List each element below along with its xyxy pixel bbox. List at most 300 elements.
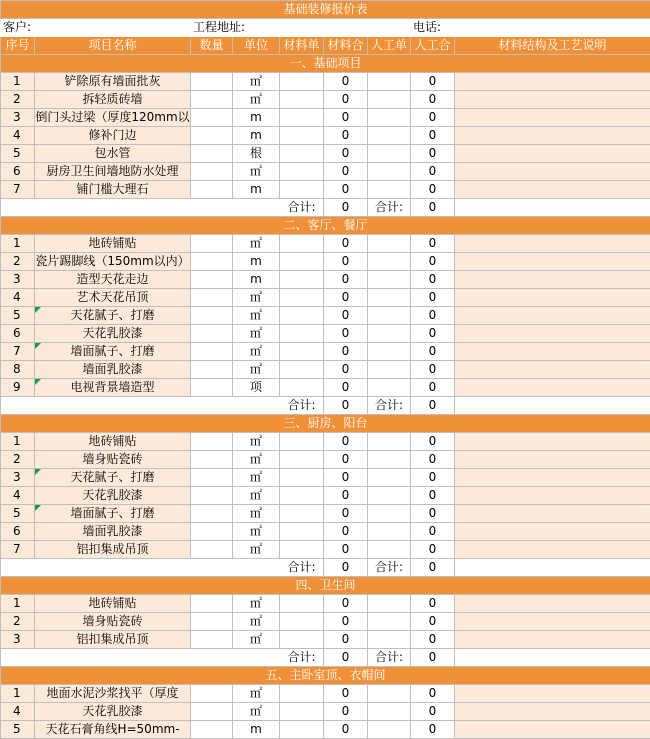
labor-total-cell[interactable]: 0: [411, 379, 455, 397]
quantity-cell[interactable]: [191, 613, 233, 631]
unit-cell[interactable]: 项: [233, 379, 280, 397]
item-name[interactable]: [35, 235, 191, 253]
notes-cell[interactable]: [455, 361, 650, 379]
unit-cell[interactable]: ㎡: [233, 469, 280, 487]
material-price-cell[interactable]: [280, 523, 324, 541]
material-price-cell[interactable]: [280, 307, 324, 325]
labor-total-cell[interactable]: 0: [411, 721, 455, 739]
quantity-cell[interactable]: [191, 379, 233, 397]
unit-cell[interactable]: ㎡: [233, 631, 280, 649]
labor-total-cell[interactable]: 0: [411, 91, 455, 109]
item-name-text: 铲除原有墙面批灰: [64, 74, 160, 88]
notes-cell[interactable]: [455, 109, 650, 127]
notes-cell[interactable]: [455, 271, 650, 289]
subtotal-material-value[interactable]: 0: [324, 199, 368, 217]
unit-cell[interactable]: ㎡: [233, 163, 280, 181]
material-price-cell[interactable]: [280, 235, 324, 253]
material-price-cell[interactable]: [280, 631, 324, 649]
quantity-cell[interactable]: [191, 235, 233, 253]
quantity-cell[interactable]: [191, 685, 233, 703]
labor-total-cell[interactable]: 0: [411, 487, 455, 505]
material-price-cell[interactable]: [280, 91, 324, 109]
item-number: 5: [1, 721, 35, 739]
labor-total-cell[interactable]: 0: [411, 505, 455, 523]
labor-total-cell[interactable]: 0: [411, 271, 455, 289]
item-name-text: 墙面腻子、打磨: [70, 506, 154, 520]
quantity-cell[interactable]: [191, 343, 233, 361]
item-number: 2: [1, 613, 35, 631]
customer-field[interactable]: [1, 19, 191, 37]
unit-cell[interactable]: ㎡: [233, 235, 280, 253]
quantity-cell[interactable]: [191, 127, 233, 145]
material-total-cell[interactable]: 0: [324, 127, 368, 145]
material-price-cell[interactable]: [280, 469, 324, 487]
subtotal-labor-value[interactable]: 0: [411, 649, 455, 667]
material-total-cell[interactable]: 0: [324, 109, 368, 127]
material-total-cell[interactable]: 0: [324, 433, 368, 451]
phone-field[interactable]: [411, 19, 650, 37]
item-name[interactable]: [35, 631, 191, 649]
labor-total-cell[interactable]: 0: [411, 631, 455, 649]
section-title: 三、厨房、阳台: [1, 415, 650, 433]
item-number: 7: [1, 541, 35, 559]
section-header-row: [1, 577, 650, 595]
material-total-cell[interactable]: 0: [324, 541, 368, 559]
sheet-title: 基础装修报价表: [1, 1, 650, 19]
notes-cell[interactable]: [455, 253, 650, 271]
item-number: 1: [1, 235, 35, 253]
item-number: 2: [1, 451, 35, 469]
labor-price-cell[interactable]: [368, 523, 411, 541]
labor-price-cell[interactable]: [368, 271, 411, 289]
labor-price-cell[interactable]: [368, 379, 411, 397]
unit-cell[interactable]: ㎡: [233, 433, 280, 451]
item-number: 3: [1, 271, 35, 289]
subtotal-labor-label: 合计:: [368, 199, 411, 217]
material-price-cell[interactable]: [280, 73, 324, 91]
unit-cell[interactable]: ㎡: [233, 325, 280, 343]
material-price-cell[interactable]: [280, 433, 324, 451]
labor-total-cell[interactable]: 0: [411, 181, 455, 199]
subtotal-notes[interactable]: [455, 199, 650, 217]
material-total-cell[interactable]: 0: [324, 523, 368, 541]
quantity-cell[interactable]: [191, 181, 233, 199]
unit-cell[interactable]: ㎡: [233, 523, 280, 541]
item-name[interactable]: [35, 541, 191, 559]
labor-price-cell[interactable]: [368, 703, 411, 721]
notes-cell[interactable]: [455, 73, 650, 91]
table-row: [1, 595, 650, 613]
item-name-text: 天花乳胶漆: [82, 326, 142, 340]
labor-price-cell[interactable]: [368, 307, 411, 325]
unit-cell[interactable]: ㎡: [233, 343, 280, 361]
subtotal-spacer: [1, 397, 280, 415]
material-total-cell[interactable]: 0: [324, 685, 368, 703]
material-total-cell[interactable]: 0: [324, 343, 368, 361]
subtotal-notes[interactable]: [455, 559, 650, 577]
material-price-cell[interactable]: [280, 703, 324, 721]
quantity-cell[interactable]: [191, 433, 233, 451]
material-total-cell[interactable]: 0: [324, 271, 368, 289]
material-price-cell[interactable]: [280, 361, 324, 379]
notes-cell[interactable]: [455, 631, 650, 649]
material-total-cell[interactable]: 0: [324, 325, 368, 343]
labor-total-cell[interactable]: 0: [411, 451, 455, 469]
subtotal-row: [1, 649, 650, 667]
quantity-cell[interactable]: [191, 595, 233, 613]
item-name[interactable]: [35, 469, 191, 487]
subtotal-labor-value[interactable]: 0: [411, 397, 455, 415]
col-header-labor-total: 人工合: [411, 37, 455, 55]
material-price-cell[interactable]: [280, 181, 324, 199]
labor-price-cell[interactable]: [368, 145, 411, 163]
labor-total-cell[interactable]: 0: [411, 343, 455, 361]
table-row: [1, 703, 650, 721]
table-row: [1, 523, 650, 541]
notes-cell[interactable]: [455, 163, 650, 181]
item-name[interactable]: [35, 505, 191, 523]
quantity-cell[interactable]: [191, 451, 233, 469]
quantity-cell[interactable]: [191, 703, 233, 721]
subtotal-labor-value[interactable]: 0: [411, 199, 455, 217]
error-indicator-icon: [35, 307, 41, 313]
labor-price-cell[interactable]: [368, 73, 411, 91]
labor-price-cell[interactable]: [368, 235, 411, 253]
labor-total-cell[interactable]: 0: [411, 541, 455, 559]
notes-cell[interactable]: [455, 91, 650, 109]
quantity-cell[interactable]: [191, 289, 233, 307]
material-total-cell[interactable]: 0: [324, 91, 368, 109]
table-row: [1, 433, 650, 451]
subtotal-material-label: 合计:: [280, 559, 324, 577]
labor-price-cell[interactable]: [368, 595, 411, 613]
subtotal-row: [1, 397, 650, 415]
material-price-cell[interactable]: [280, 343, 324, 361]
labor-total-cell[interactable]: 0: [411, 145, 455, 163]
material-total-cell[interactable]: 0: [324, 613, 368, 631]
notes-cell[interactable]: [455, 433, 650, 451]
item-name[interactable]: [35, 325, 191, 343]
item-name[interactable]: [35, 289, 191, 307]
labor-total-cell[interactable]: 0: [411, 235, 455, 253]
labor-price-cell[interactable]: [368, 505, 411, 523]
quantity-cell[interactable]: [191, 91, 233, 109]
unit-cell[interactable]: m: [233, 109, 280, 127]
labor-price-cell[interactable]: [368, 685, 411, 703]
notes-cell[interactable]: [455, 505, 650, 523]
material-total-cell[interactable]: 0: [324, 253, 368, 271]
subtotal-material-value[interactable]: 0: [324, 649, 368, 667]
subtotal-material-value[interactable]: 0: [324, 397, 368, 415]
item-name[interactable]: [35, 145, 191, 163]
section-title: 四、卫生间: [1, 577, 650, 595]
unit-cell[interactable]: ㎡: [233, 451, 280, 469]
material-total-cell[interactable]: 0: [324, 505, 368, 523]
labor-price-cell[interactable]: [368, 343, 411, 361]
notes-cell[interactable]: [455, 379, 650, 397]
labor-price-cell[interactable]: [368, 163, 411, 181]
subtotal-labor-label: 合计:: [368, 649, 411, 667]
table-row: [1, 361, 650, 379]
table-row: [1, 145, 650, 163]
notes-cell[interactable]: [455, 703, 650, 721]
material-total-cell[interactable]: 0: [324, 469, 368, 487]
labor-total-cell[interactable]: 0: [411, 523, 455, 541]
material-total-cell[interactable]: 0: [324, 703, 368, 721]
unit-cell[interactable]: ㎡: [233, 505, 280, 523]
labor-price-cell[interactable]: [368, 451, 411, 469]
quantity-cell[interactable]: [191, 361, 233, 379]
material-total-cell[interactable]: 0: [324, 181, 368, 199]
unit-cell[interactable]: ㎡: [233, 613, 280, 631]
subtotal-material-value[interactable]: 0: [324, 559, 368, 577]
subtotal-labor-value[interactable]: 0: [411, 559, 455, 577]
unit-cell[interactable]: ㎡: [233, 289, 280, 307]
unit-cell[interactable]: m: [233, 721, 280, 739]
item-number: 8: [1, 361, 35, 379]
item-name[interactable]: [35, 163, 191, 181]
unit-cell[interactable]: m: [233, 127, 280, 145]
subtotal-row: [1, 559, 650, 577]
material-price-cell[interactable]: [280, 145, 324, 163]
unit-cell[interactable]: ㎡: [233, 685, 280, 703]
material-total-cell[interactable]: 0: [324, 73, 368, 91]
material-price-cell[interactable]: [280, 109, 324, 127]
material-total-cell[interactable]: 0: [324, 595, 368, 613]
notes-cell[interactable]: [455, 541, 650, 559]
labor-total-cell[interactable]: 0: [411, 163, 455, 181]
material-total-cell[interactable]: 0: [324, 487, 368, 505]
labor-price-cell[interactable]: [368, 469, 411, 487]
quantity-cell[interactable]: [191, 253, 233, 271]
item-number: 6: [1, 523, 35, 541]
labor-price-cell[interactable]: [368, 487, 411, 505]
labor-total-cell[interactable]: 0: [411, 253, 455, 271]
material-total-cell[interactable]: 0: [324, 235, 368, 253]
item-number: 6: [1, 325, 35, 343]
notes-cell[interactable]: [455, 469, 650, 487]
notes-cell[interactable]: [455, 127, 650, 145]
labor-price-cell[interactable]: [368, 181, 411, 199]
labor-price-cell[interactable]: [368, 91, 411, 109]
item-name-text: 倒门头过梁（厚度120mm以: [35, 110, 189, 124]
notes-cell[interactable]: [455, 523, 650, 541]
quantity-cell[interactable]: [191, 271, 233, 289]
item-name-text: 墙身贴瓷砖: [82, 452, 142, 466]
item-name[interactable]: [35, 379, 191, 397]
subtotal-labor-label: 合计:: [368, 559, 411, 577]
material-total-cell[interactable]: 0: [324, 379, 368, 397]
labor-price-cell[interactable]: [368, 109, 411, 127]
material-total-cell[interactable]: 0: [324, 451, 368, 469]
material-price-cell[interactable]: [280, 595, 324, 613]
notes-cell[interactable]: [455, 595, 650, 613]
labor-total-cell[interactable]: 0: [411, 73, 455, 91]
quantity-cell[interactable]: [191, 325, 233, 343]
unit-cell[interactable]: ㎡: [233, 91, 280, 109]
unit-cell[interactable]: ㎡: [233, 487, 280, 505]
item-name[interactable]: [35, 595, 191, 613]
col-header-notes: 材料结构及工艺说明: [455, 37, 650, 55]
section-title: 五、主卧室顶、衣帽间: [1, 667, 650, 685]
material-total-cell[interactable]: 0: [324, 361, 368, 379]
col-header-mat-total: 材料合: [324, 37, 368, 55]
labor-price-cell[interactable]: [368, 253, 411, 271]
material-price-cell[interactable]: [280, 487, 324, 505]
table-row: [1, 289, 650, 307]
subtotal-notes[interactable]: [455, 649, 650, 667]
item-name[interactable]: [35, 181, 191, 199]
material-price-cell[interactable]: [280, 253, 324, 271]
labor-total-cell[interactable]: 0: [411, 325, 455, 343]
material-price-cell[interactable]: [280, 379, 324, 397]
notes-cell[interactable]: [455, 685, 650, 703]
item-name[interactable]: [35, 253, 191, 271]
quantity-cell[interactable]: [191, 307, 233, 325]
item-name[interactable]: [35, 451, 191, 469]
notes-cell[interactable]: [455, 307, 650, 325]
material-total-cell[interactable]: 0: [324, 631, 368, 649]
subtotal-labor-label: 合计:: [368, 397, 411, 415]
address-field[interactable]: [191, 19, 411, 37]
material-price-cell[interactable]: [280, 505, 324, 523]
labor-total-cell[interactable]: 0: [411, 307, 455, 325]
quantity-cell[interactable]: [191, 109, 233, 127]
subtotal-notes[interactable]: [455, 397, 650, 415]
item-name[interactable]: [35, 109, 191, 127]
material-total-cell[interactable]: 0: [324, 163, 368, 181]
material-price-cell[interactable]: [280, 271, 324, 289]
notes-cell[interactable]: [455, 325, 650, 343]
unit-cell[interactable]: ㎡: [233, 703, 280, 721]
labor-total-cell[interactable]: 0: [411, 433, 455, 451]
unit-cell[interactable]: m: [233, 271, 280, 289]
unit-cell[interactable]: m: [233, 253, 280, 271]
unit-cell[interactable]: 根: [233, 145, 280, 163]
quantity-cell[interactable]: [191, 541, 233, 559]
notes-cell[interactable]: [455, 451, 650, 469]
labor-price-cell[interactable]: [368, 541, 411, 559]
material-total-cell[interactable]: 0: [324, 289, 368, 307]
notes-cell[interactable]: [455, 487, 650, 505]
item-name-text: 墙身贴瓷砖: [82, 614, 142, 628]
material-price-cell[interactable]: [280, 163, 324, 181]
notes-cell[interactable]: [455, 289, 650, 307]
unit-cell[interactable]: m: [233, 181, 280, 199]
quantity-cell[interactable]: [191, 469, 233, 487]
item-name[interactable]: [35, 613, 191, 631]
material-total-cell[interactable]: 0: [324, 145, 368, 163]
notes-cell[interactable]: [455, 145, 650, 163]
labor-total-cell[interactable]: 0: [411, 613, 455, 631]
address-label: 工程地址:: [193, 20, 245, 34]
notes-cell[interactable]: [455, 181, 650, 199]
item-number: 5: [1, 145, 35, 163]
item-name[interactable]: [35, 433, 191, 451]
material-price-cell[interactable]: [280, 127, 324, 145]
col-header-unit: 单位: [233, 37, 280, 55]
subtotal-spacer: [1, 649, 280, 667]
item-name[interactable]: [35, 127, 191, 145]
quantity-cell[interactable]: [191, 73, 233, 91]
material-price-cell[interactable]: [280, 613, 324, 631]
unit-cell[interactable]: ㎡: [233, 361, 280, 379]
material-price-cell[interactable]: [280, 289, 324, 307]
item-name[interactable]: [35, 703, 191, 721]
section-header-row: [1, 55, 650, 73]
table-row: [1, 631, 650, 649]
item-name[interactable]: [35, 271, 191, 289]
labor-total-cell[interactable]: 0: [411, 595, 455, 613]
notes-cell[interactable]: [455, 343, 650, 361]
table-row: [1, 73, 650, 91]
item-name[interactable]: [35, 73, 191, 91]
item-name[interactable]: [35, 523, 191, 541]
labor-price-cell[interactable]: [368, 631, 411, 649]
table-row: [1, 613, 650, 631]
table-row: [1, 253, 650, 271]
labor-price-cell[interactable]: [368, 289, 411, 307]
labor-price-cell[interactable]: [368, 325, 411, 343]
notes-cell[interactable]: [455, 613, 650, 631]
unit-cell[interactable]: ㎡: [233, 541, 280, 559]
quantity-cell[interactable]: [191, 163, 233, 181]
material-price-cell[interactable]: [280, 541, 324, 559]
material-price-cell[interactable]: [280, 451, 324, 469]
labor-total-cell[interactable]: 0: [411, 685, 455, 703]
quantity-cell[interactable]: [191, 523, 233, 541]
labor-total-cell[interactable]: 0: [411, 127, 455, 145]
item-name[interactable]: [35, 487, 191, 505]
item-name[interactable]: [35, 91, 191, 109]
item-name-text: 瓷片踢脚线（150mm以内）: [35, 254, 189, 268]
quantity-cell[interactable]: [191, 487, 233, 505]
item-name[interactable]: [35, 685, 191, 703]
notes-cell[interactable]: [455, 235, 650, 253]
labor-price-cell[interactable]: [368, 127, 411, 145]
material-total-cell[interactable]: 0: [324, 307, 368, 325]
item-number: 3: [1, 469, 35, 487]
table-row: [1, 379, 650, 397]
labor-total-cell[interactable]: 0: [411, 361, 455, 379]
quantity-cell[interactable]: [191, 631, 233, 649]
quantity-cell[interactable]: [191, 145, 233, 163]
subtotal-material-label: 合计:: [280, 649, 324, 667]
item-name[interactable]: [35, 307, 191, 325]
material-price-cell[interactable]: [280, 685, 324, 703]
item-name[interactable]: [35, 361, 191, 379]
column-header-row: [1, 37, 650, 55]
unit-cell[interactable]: ㎡: [233, 73, 280, 91]
unit-cell[interactable]: ㎡: [233, 307, 280, 325]
labor-total-cell[interactable]: 0: [411, 109, 455, 127]
unit-cell[interactable]: ㎡: [233, 595, 280, 613]
labor-price-cell[interactable]: [368, 433, 411, 451]
item-number: 1: [1, 73, 35, 91]
labor-total-cell[interactable]: 0: [411, 289, 455, 307]
material-total-cell[interactable]: 0: [324, 721, 368, 739]
labor-price-cell[interactable]: [368, 613, 411, 631]
labor-price-cell[interactable]: [368, 361, 411, 379]
material-price-cell[interactable]: [280, 325, 324, 343]
labor-total-cell[interactable]: 0: [411, 469, 455, 487]
labor-total-cell[interactable]: 0: [411, 703, 455, 721]
item-number: 1: [1, 685, 35, 703]
table-row: [1, 181, 650, 199]
quantity-cell[interactable]: [191, 505, 233, 523]
item-name[interactable]: [35, 343, 191, 361]
item-name-text: 墙面乳胶漆: [82, 362, 142, 376]
